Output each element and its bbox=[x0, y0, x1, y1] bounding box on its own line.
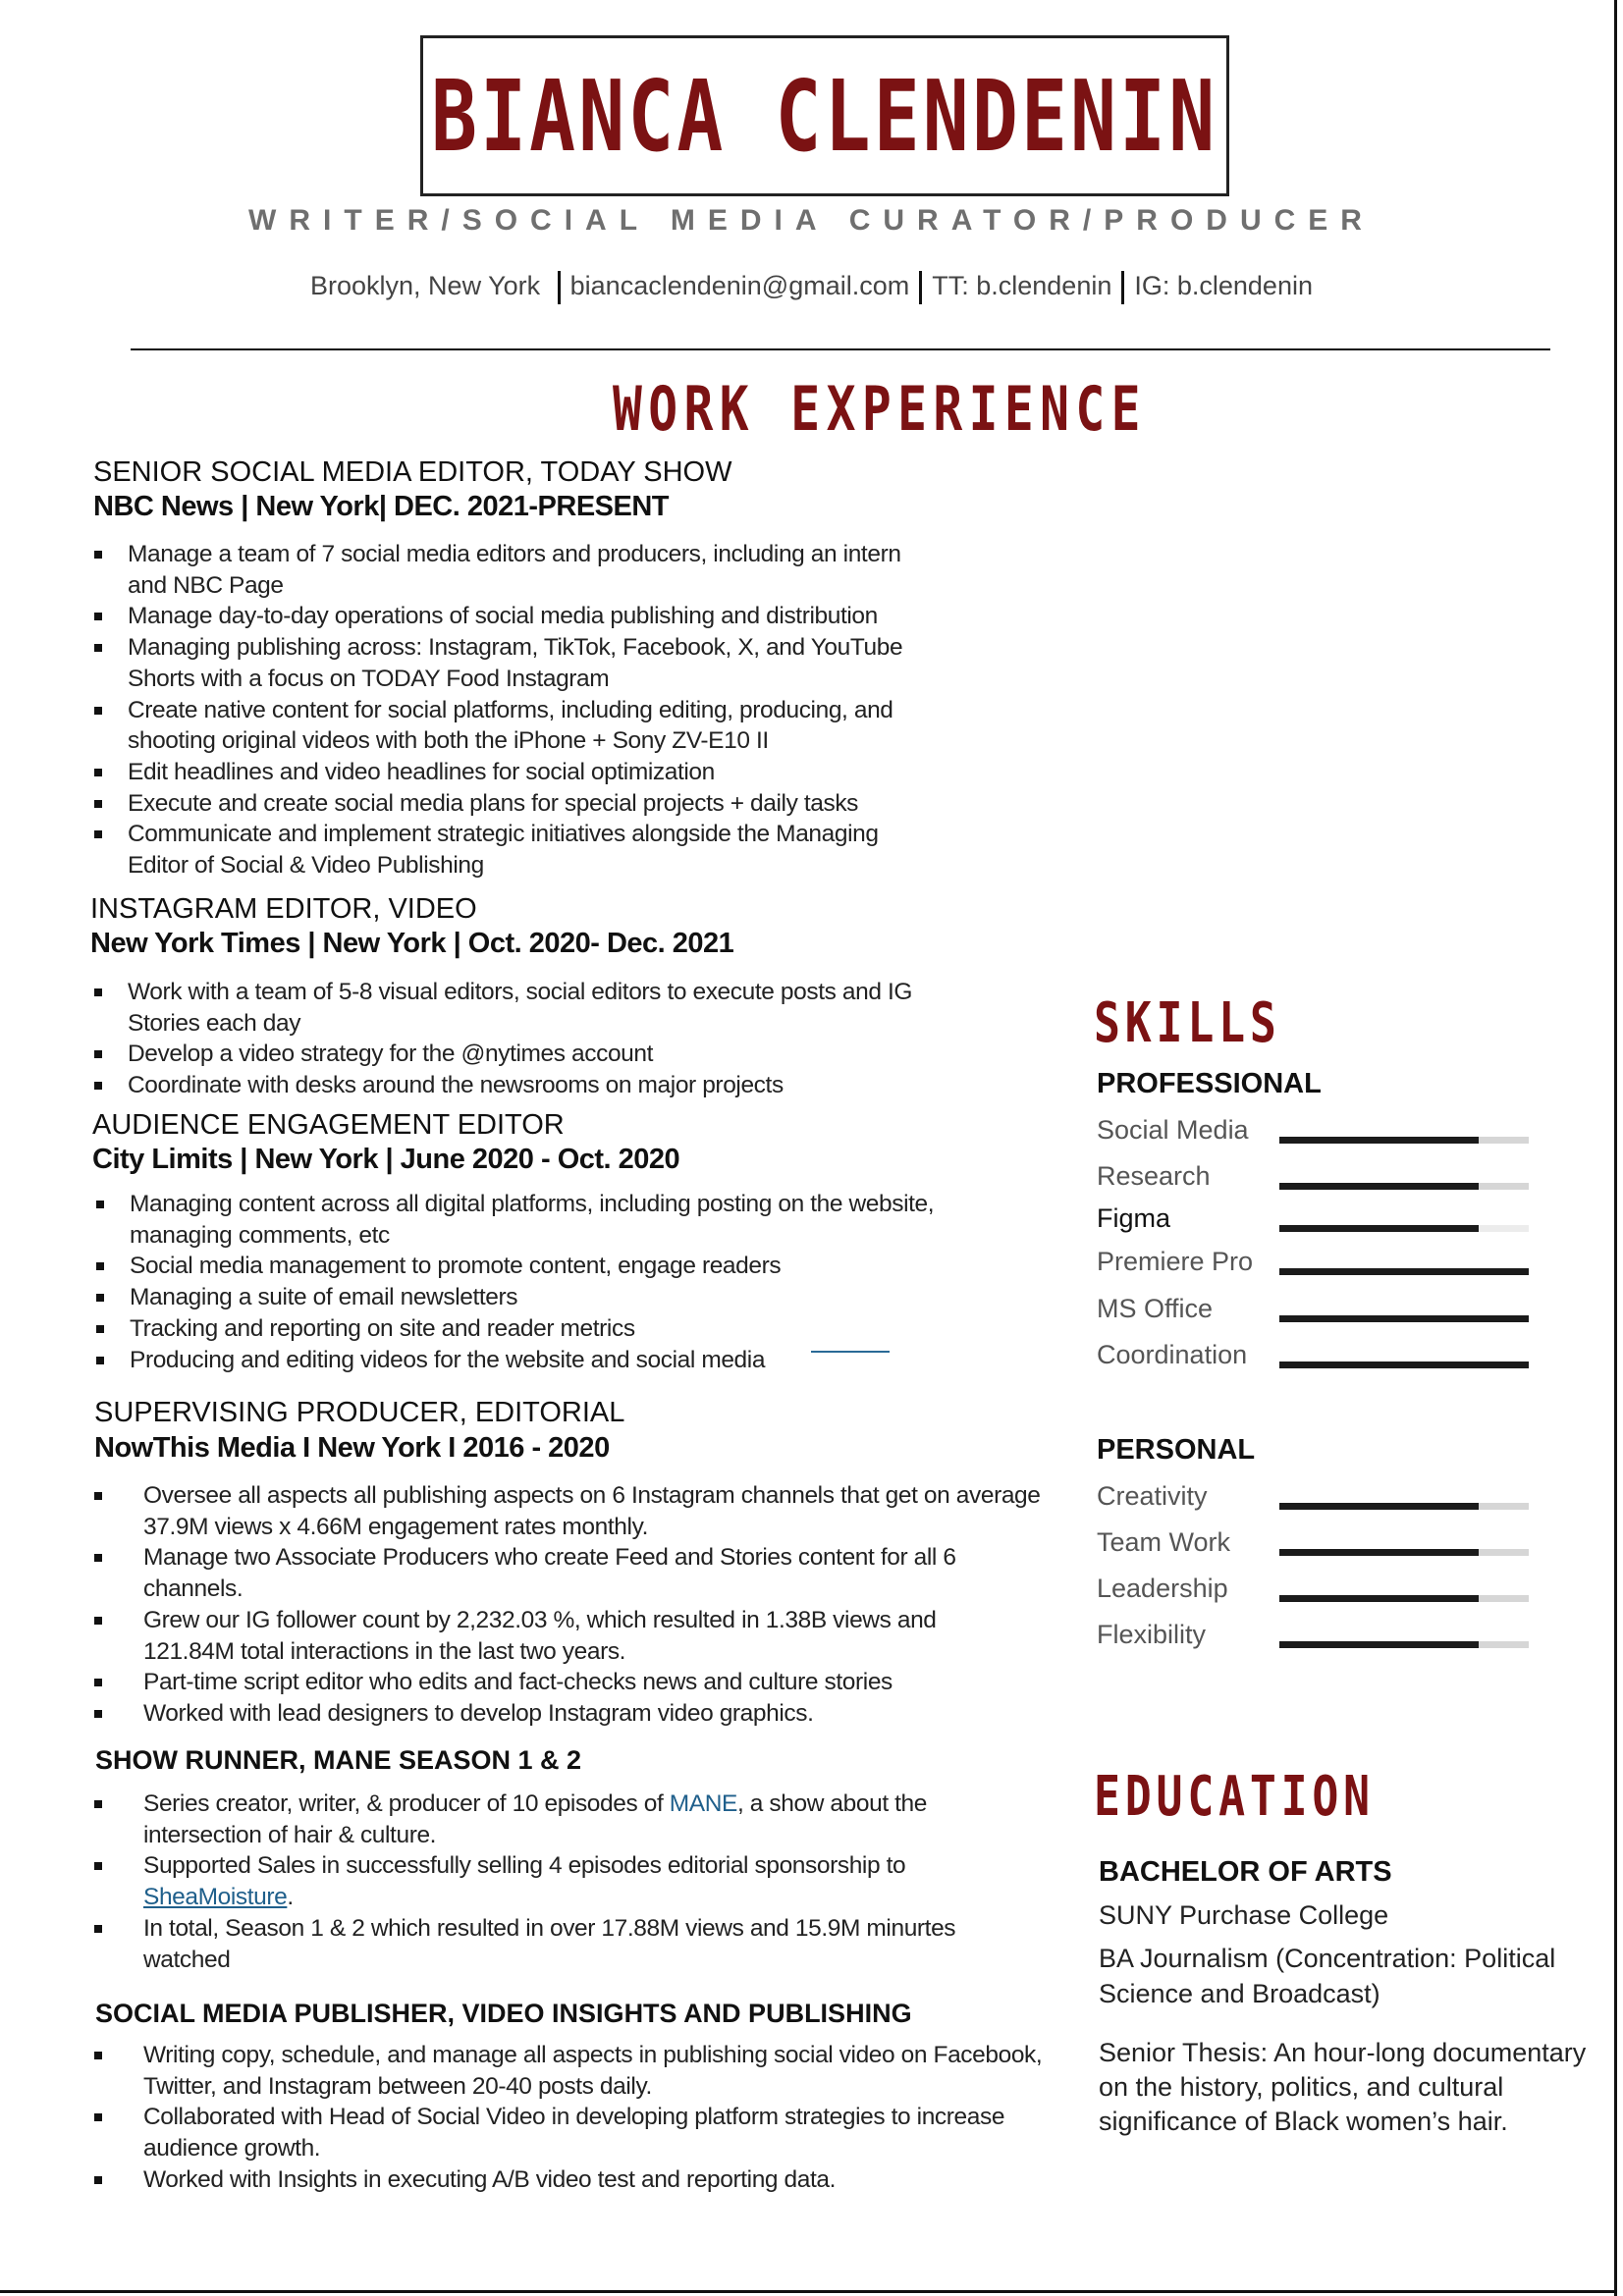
page-border-bottom bbox=[0, 2290, 1617, 2293]
major-line: BA Journalism (Concentration: Political bbox=[1099, 1944, 1556, 1973]
job-title: AUDIENCE ENGAGEMENT EDITOR bbox=[92, 1109, 565, 1141]
professional-skills-heading: PROFESSIONAL bbox=[1097, 1068, 1322, 1099]
page-border-right bbox=[1614, 0, 1617, 2296]
skill-bar-fill bbox=[1279, 1225, 1479, 1232]
instagram-handle: IG: b.clendenin bbox=[1134, 271, 1313, 301]
skill-label: Leadership bbox=[1097, 1574, 1228, 1603]
major-line: Science and Broadcast) bbox=[1099, 1979, 1380, 2008]
list-item: Managing a suite of email newsletters bbox=[94, 1282, 934, 1313]
skill-bar-fill bbox=[1279, 1315, 1529, 1322]
skill-row bbox=[1097, 1161, 1529, 1201]
email[interactable]: biancaclendenin@gmail.com bbox=[569, 271, 910, 301]
skill-bar-fill bbox=[1279, 1268, 1529, 1275]
skill-bar-track bbox=[1279, 1225, 1529, 1232]
skill-bar-fill bbox=[1279, 1137, 1479, 1144]
list-item: Communicate and implement strategic initiatives alongside the Managing Editor of Social & Video Publishing bbox=[92, 819, 902, 881]
skill-label: Flexibility bbox=[1097, 1620, 1207, 1649]
list-item: Social media management to promote content, engage readers bbox=[94, 1251, 934, 1282]
list-item: Edit headlines and video headlines for social optimization bbox=[92, 757, 902, 788]
list-item: Manage day-to-day operations of social media publishing and distribution bbox=[92, 601, 902, 632]
skill-bar-track bbox=[1279, 1641, 1529, 1648]
contact-separator bbox=[919, 271, 922, 304]
skill-row bbox=[1097, 1620, 1529, 1659]
contact-line bbox=[0, 271, 1623, 304]
skill-label: Social Media bbox=[1097, 1115, 1249, 1145]
job-subtitle: City Limits | New York | June 2020 - Oct. 2020 bbox=[92, 1144, 680, 1175]
personal-skills-heading: PERSONAL bbox=[1097, 1434, 1256, 1466]
contact-separator bbox=[1121, 271, 1124, 304]
skill-row bbox=[1097, 1340, 1529, 1379]
list-item: Manage two Associate Producers who create Feed and Stories content for all 6 channels. bbox=[92, 1542, 1041, 1604]
list-item: Collaborated with Head of Social Video in developing platform strategies to increase audience growth. bbox=[92, 2102, 1042, 2163]
skill-bar-track bbox=[1279, 1315, 1529, 1322]
skill-row bbox=[1097, 1574, 1529, 1613]
list-item: Execute and create social media plans for special projects + daily tasks bbox=[92, 788, 902, 820]
skill-label: Team Work bbox=[1097, 1527, 1231, 1557]
skill-label: Research bbox=[1097, 1161, 1211, 1191]
job-title: SENIOR SOCIAL MEDIA EDITOR, TODAY SHOW bbox=[93, 456, 732, 488]
list-item: Part-time script editor who edits and fact-checks news and culture stories bbox=[92, 1667, 1041, 1698]
skill-bar-track bbox=[1279, 1549, 1529, 1556]
list-item: Writing copy, schedule, and manage all aspects in publishing social video on Facebook, Twitter, and Instagram between 20-40 posts daily. bbox=[92, 2040, 1042, 2102]
job-bullets bbox=[94, 1189, 934, 1375]
contact-separator bbox=[558, 271, 561, 304]
list-item: Tracking and reporting on site and reader metrics bbox=[94, 1313, 934, 1345]
job-bullets bbox=[92, 977, 912, 1101]
decorative-line bbox=[811, 1351, 890, 1353]
school: SUNY Purchase College bbox=[1099, 1900, 1389, 1930]
header-divider bbox=[131, 348, 1550, 350]
skill-bar-track bbox=[1279, 1268, 1529, 1275]
list-item: Manage a team of 7 social media editors and producers, including an intern and NBC Page bbox=[92, 539, 902, 601]
skill-row bbox=[1097, 1247, 1529, 1286]
job-subtitle: New York Times | New York | Oct. 2020- Dec. 2021 bbox=[90, 928, 734, 959]
list-item: Coordinate with desks around the newsrooms on major projects bbox=[92, 1070, 912, 1101]
skill-bar-track bbox=[1279, 1503, 1529, 1510]
skill-bar-fill bbox=[1279, 1183, 1479, 1190]
job-title: INSTAGRAM EDITOR, VIDEO bbox=[90, 893, 477, 925]
education-heading: EDUCATION bbox=[1094, 1765, 1375, 1829]
job-bullets bbox=[92, 2040, 1042, 2196]
thesis-line: significance of Black women’s hair. bbox=[1099, 2107, 1508, 2136]
job-bullets bbox=[92, 539, 902, 881]
skill-bar-fill bbox=[1279, 1549, 1479, 1556]
skill-bar-track bbox=[1279, 1595, 1529, 1602]
skill-bar-fill bbox=[1279, 1641, 1479, 1648]
skill-row bbox=[1097, 1527, 1529, 1567]
sheamoisture-link[interactable]: SheaMoisture bbox=[143, 1884, 288, 1911]
list-item: Worked with lead designers to develop Instagram video graphics. bbox=[92, 1698, 1041, 1730]
list-item: Grew our IG follower count by 2,232.03 %, which resulted in 1.38B views and 121.84M total interactions in the last two years. bbox=[92, 1605, 1041, 1667]
skill-bar-track bbox=[1279, 1183, 1529, 1190]
name-box bbox=[420, 35, 1229, 196]
skill-label: MS Office bbox=[1097, 1294, 1214, 1323]
list-item: Managing publishing across: Instagram, TikTok, Facebook, X, and YouTube Shorts with a focus on TODAY Food Instagram bbox=[92, 632, 902, 694]
location: Brooklyn, New York bbox=[310, 271, 541, 301]
skill-label: Premiere Pro bbox=[1097, 1247, 1254, 1276]
job-subtitle: NowThis Media I New York I 2016 - 2020 bbox=[94, 1432, 610, 1464]
skill-row bbox=[1097, 1203, 1529, 1243]
list-item: Work with a team of 5-8 visual editors, social editors to execute posts and IG Stories each day bbox=[92, 977, 912, 1039]
skill-row bbox=[1097, 1115, 1529, 1154]
job-title: SUPERVISING PRODUCER, EDITORIAL bbox=[94, 1397, 625, 1428]
list-item: Series creator, writer, & producer of 10 episodes of MANE, a show about the intersection of hair & culture. bbox=[92, 1789, 955, 1850]
skill-bar-track bbox=[1279, 1362, 1529, 1368]
candidate-name: BIANCA CLENDENIN bbox=[431, 58, 1218, 174]
skill-label: Creativity bbox=[1097, 1481, 1208, 1511]
degree: BACHELOR OF ARTS bbox=[1099, 1856, 1392, 1888]
job-title: SHOW RUNNER, MANE SEASON 1 & 2 bbox=[95, 1745, 582, 1775]
job-bullets bbox=[92, 1480, 1041, 1730]
mane-link[interactable]: MANE bbox=[669, 1790, 737, 1817]
tagline: WRITER/SOCIAL MEDIA CURATOR/PRODUCER bbox=[248, 204, 1375, 237]
job-bullets bbox=[92, 1789, 955, 1975]
skill-bar-track bbox=[1279, 1137, 1529, 1144]
skill-bar-fill bbox=[1279, 1362, 1529, 1368]
work-experience-heading: WORK EXPERIENCE bbox=[613, 373, 1147, 445]
skill-row bbox=[1097, 1294, 1529, 1333]
list-item: Develop a video strategy for the @nytimes account bbox=[92, 1039, 912, 1070]
thesis-line: Senior Thesis: An hour-long documentary bbox=[1099, 2038, 1587, 2067]
skill-row bbox=[1097, 1481, 1529, 1521]
list-item: Oversee all aspects all publishing aspects on 6 Instagram channels that get on average 37.9M views x 4.66M engagement rates monthly. bbox=[92, 1480, 1041, 1542]
skill-label: Figma bbox=[1097, 1203, 1171, 1233]
skill-bar-fill bbox=[1279, 1595, 1479, 1602]
skill-label: Coordination bbox=[1097, 1340, 1248, 1369]
job-subtitle: NBC News | New York| DEC. 2021-PRESENT bbox=[93, 491, 670, 522]
list-item: Worked with Insights in executing A/B video test and reporting data. bbox=[92, 2164, 1042, 2196]
list-item: In total, Season 1 & 2 which resulted in over 17.88M views and 15.9M minurtes watched bbox=[92, 1913, 955, 1975]
thesis-line: on the history, politics, and cultural bbox=[1099, 2072, 1504, 2102]
list-item: Supported Sales in successfully selling 4 episodes editorial sponsorship to SheaMoisture. bbox=[92, 1850, 955, 1912]
list-item: Create native content for social platforms, including editing, producing, and shooting original videos with both the iPhone + Sony ZV-E10 II bbox=[92, 695, 902, 757]
tiktok-handle: TT: b.clendenin bbox=[932, 271, 1112, 301]
list-item: Managing content across all digital platforms, including posting on the website, managing comments, etc bbox=[94, 1189, 934, 1251]
skills-heading: SKILLS bbox=[1094, 991, 1281, 1055]
list-item: Producing and editing videos for the website and social media bbox=[94, 1345, 934, 1376]
job-title: SOCIAL MEDIA PUBLISHER, VIDEO INSIGHTS AND PUBLISHING bbox=[95, 1999, 912, 2028]
skill-bar-fill bbox=[1279, 1503, 1479, 1510]
